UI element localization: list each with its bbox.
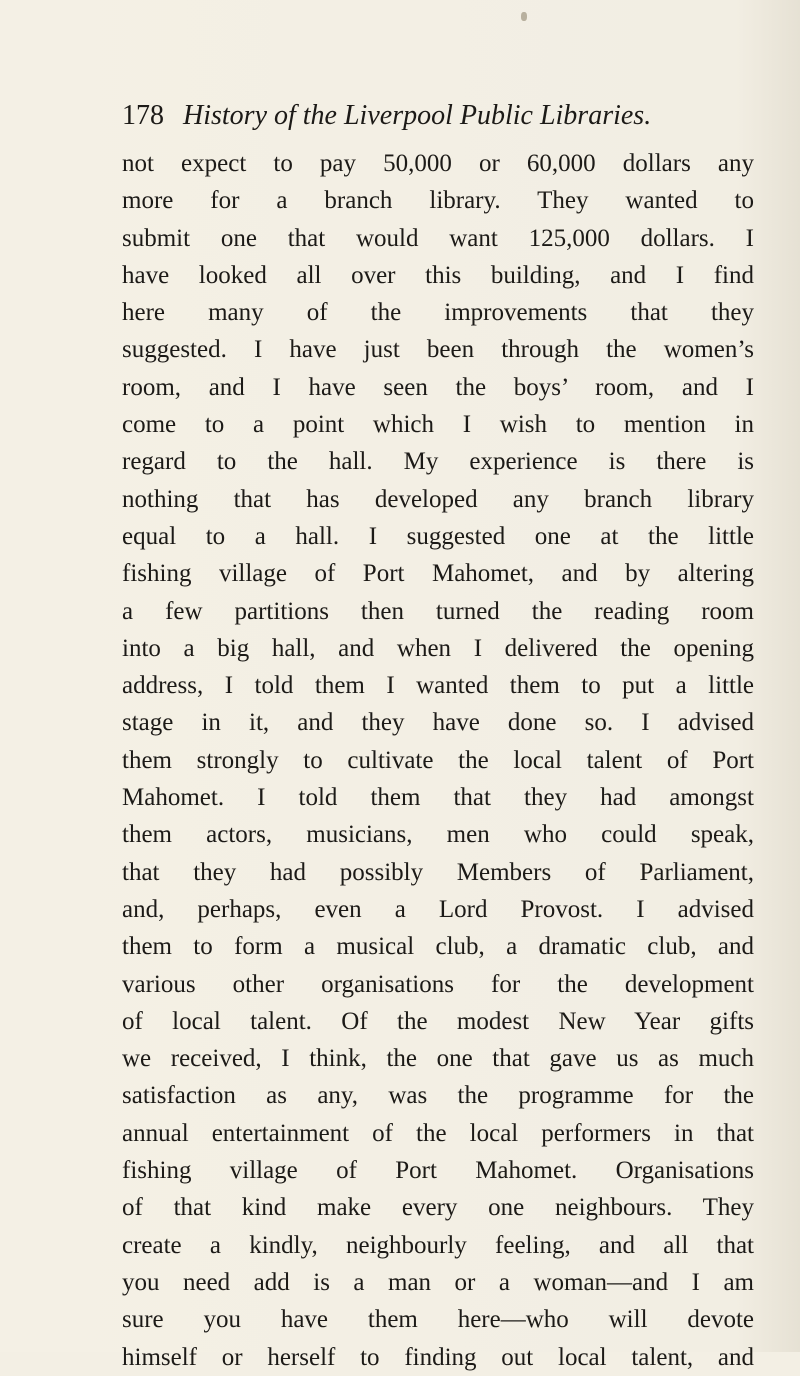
- text-line: submit one that would want 125,000 dollars. I: [122, 224, 754, 252]
- page-header: [122, 98, 651, 134]
- text-line: and, perhaps, even a Lord Provost. I advised: [122, 895, 754, 923]
- text-line: various other organisations for the development: [122, 970, 754, 998]
- text-line: room, and I have seen the boys’ room, and I: [122, 373, 754, 401]
- text-line: suggested. I have just been through the women’s: [122, 336, 754, 364]
- text-line: himself or herself to finding out local talent, and: [122, 1343, 754, 1371]
- text-line: nothing that has developed any branch library: [122, 485, 754, 513]
- text-line: you need add is a man or a woman—and I am: [122, 1268, 754, 1296]
- text-line: equal to a hall. I suggested one at the little: [122, 522, 754, 550]
- text-line: not expect to pay 50,000 or 60,000 dollars any: [122, 150, 754, 177]
- text-line: satisfaction as any, was the programme for the: [122, 1082, 754, 1110]
- text-line: them strongly to cultivate the local talent of Port: [122, 746, 754, 774]
- text-line: Mahomet. I told them that they had amongst: [122, 784, 754, 812]
- text-line: address, I told them I wanted them to put a little: [122, 672, 754, 700]
- text-line: fishing village of Port Mahomet. Organisations: [122, 1157, 754, 1185]
- text-line: create a kindly, neighbourly feeling, and all that: [122, 1231, 754, 1259]
- text-line: have looked all over this building, and I find: [122, 261, 754, 289]
- text-line: stage in it, and they have done so. I advised: [122, 709, 754, 737]
- text-line: them to form a musical club, a dramatic club, and: [122, 933, 754, 961]
- text-line: sure you have them here—who will devote: [122, 1306, 754, 1334]
- text-line: more for a branch library. They wanted to: [122, 187, 754, 215]
- text-line: fishing village of Port Mahomet, and by altering: [122, 560, 754, 588]
- text-line: into a big hall, and when I delivered the opening: [122, 634, 754, 662]
- text-line: that they had possibly Members of Parliament,: [122, 858, 754, 886]
- text-line: a few partitions then turned the reading room: [122, 597, 754, 625]
- running-title: History of the Liverpool Public Libraries.: [183, 100, 652, 131]
- text-line: here many of the improvements that they: [122, 299, 754, 327]
- text-line: we received, I think, the one that gave us as much: [122, 1045, 754, 1073]
- text-line: of local talent. Of the modest New Year gifts: [122, 1007, 754, 1035]
- text-line: annual entertainment of the local performers in that: [122, 1119, 754, 1147]
- ink-speck: [521, 12, 527, 21]
- text-line: come to a point which I wish to mention in: [122, 411, 754, 439]
- text-line: regard to the hall. My experience is there is: [122, 448, 754, 476]
- text-line: of that kind make every one neighbours. They: [122, 1194, 754, 1222]
- body-text: [122, 145, 754, 1376]
- text-line: them actors, musicians, men who could speak,: [122, 821, 754, 849]
- page-number: 178: [122, 100, 164, 131]
